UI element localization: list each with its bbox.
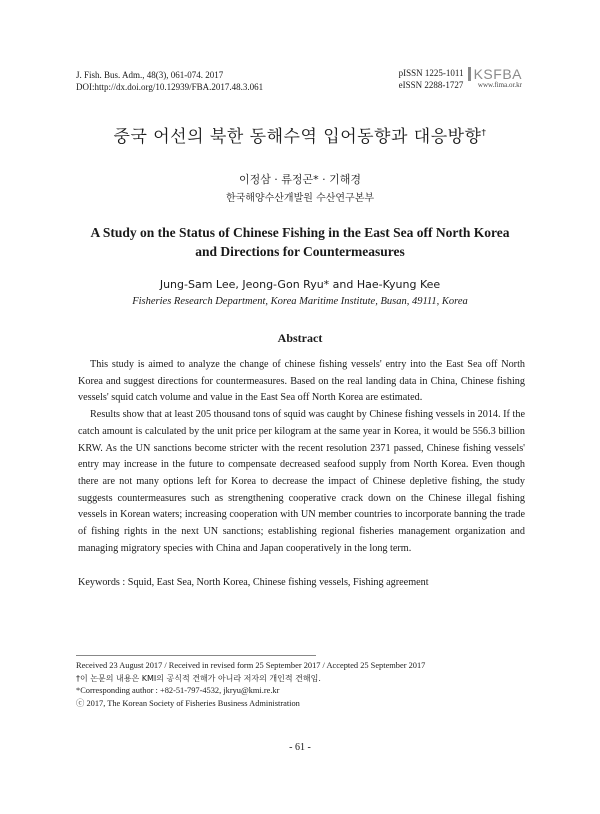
eissn: eISSN 2288-1727 bbox=[398, 80, 464, 90]
korean-affiliation: 한국해양수산개발원 수산연구본부 bbox=[225, 193, 375, 204]
page-number: - 61 - bbox=[289, 742, 311, 753]
english-title-line2: and Directions for Countermeasures bbox=[195, 244, 405, 259]
citation-block bbox=[76, 69, 263, 93]
abstract-body bbox=[78, 357, 525, 557]
doi-line: DOI:http://dx.doi.org/10.12939/FBA.2017.48.3.061 bbox=[76, 82, 264, 92]
korean-title-text: 중국 어선의 북한 동해수역 입어동향과 대응방향 bbox=[113, 127, 482, 147]
corresponding-author: *Corresponding author : +82-51-797-4532, jkryu@kmi.re.kr bbox=[76, 686, 280, 695]
copyright: ⓒ 2017, The Korean Society of Fisheries Business Administration bbox=[76, 698, 300, 708]
footnote-divider bbox=[76, 655, 316, 656]
english-affiliation: Fisheries Research Department, Korea Maritime Institute, Busan, 49111, Korea bbox=[132, 296, 468, 307]
english-title bbox=[60, 223, 540, 261]
issn-numbers bbox=[399, 67, 464, 91]
korean-title bbox=[0, 122, 600, 147]
english-authors: Jung-Sam Lee, Jeong-Gon Ryu* and Hae-Kyung Kee bbox=[159, 278, 441, 291]
journal-logo bbox=[468, 67, 522, 90]
journal-website: www.fima.or.kr bbox=[477, 81, 522, 89]
disclaimer-note: †이 논문의 내용은 KMI의 공식적 견해가 아니라 저자의 개인적 견해임. bbox=[76, 673, 321, 683]
received-dates: Received 23 August 2017 / Received in revised form 25 September 2017 / Accepted 25 September 2017 bbox=[76, 661, 426, 670]
keywords: Keywords : Squid, East Sea, North Korea, Chinese fishing vessels, Fishing agreement bbox=[78, 577, 429, 588]
ksfba-logo: KSFBA bbox=[468, 67, 522, 81]
title-dagger: † bbox=[481, 128, 487, 139]
footnotes bbox=[76, 660, 536, 710]
pissn: pISSN 1225-1011 bbox=[398, 68, 464, 78]
abstract-paragraph: This study is aimed to analyze the change of chinese fishing vessels' entry into the East Sea off North Korea and suggest directions for countermeasures. Based on the real landing data in China, Chinese fishing vessels' squid catch volume and value in the East Sea off North Korea are estimated. bbox=[78, 359, 525, 404]
korean-authors: 이정삼 · 류정곤* · 기해경 bbox=[238, 173, 362, 186]
english-title-line1: A Study on the Status of Chinese Fishing in the East Sea off North Korea bbox=[90, 225, 510, 240]
issn-block bbox=[399, 67, 522, 91]
abstract-paragraph: Results show that at least 205 thousand tons of squid was caught by Chinese fishing vessels in 2014. If the catch amount is calculated by the unit price per kilogram at the same year in Korea, it would be 556.3 billion KRW. As the UN sanctions become stricter with the recent resolution 2371 passed, Chinese fishing vessels' entry may increase in the future to compensate decreased seafood supply from North Korea. Even though there are not many options left for Korea to decrease the impact of Chinese depletive fishing, the study suggests countermeasures such as strengthening cooperative crack down on the Chinese illegal fishing vessels in Korean waters; increasing cooperation with UN member countries to incorporate banning the trade of fishing rights in the next UN sanctions; establishing regional fisheries management organization and managing migratory species with China and Japan cooperatively in the long term. bbox=[78, 409, 525, 554]
citation-line: J. Fish. Bus. Adm., 48(3), 061-074. 2017 bbox=[76, 70, 224, 80]
abstract-heading: Abstract bbox=[277, 331, 323, 345]
